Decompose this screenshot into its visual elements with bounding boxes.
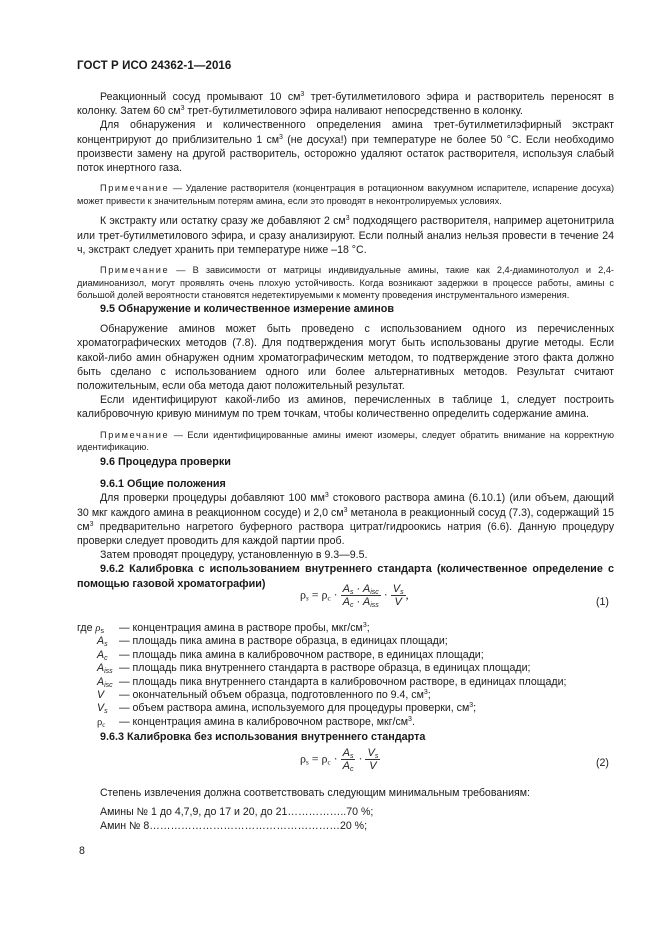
definition-row: $A_{iss}$ — площадь пика внутреннего стандарта в растворе образца, в единицах площади;: [97, 662, 531, 676]
paragraph-concentrate: Для обнаружения и количественного определения амина трет-бутилметилэфирный экстракт концентрируют до приблизительно 1 $см^3$ (не досуха!) при температуре не более 50 °С. Если необходимо произвести замену на другой растворитель, осторожно удаляют остаток растворителя, используя слабый поток инертного газа.: [77, 119, 615, 175]
paragraph-check-procedure: Для проверки процедуры добавляют 100 $мм^3$ стокового раствора амина (6.10.1) (или объем, дающий 30 мкг каждого амина в реакционном сосуде) и 2,0 $см^3$ метанола в реакционный сосуд (7.3), содержащий 15 $см^3$ предварительно нагретого буферного раствора цитрат/гидроокись натрия (6.6). Данную процедуру проверки следует проводить для каждой партии проб.: [77, 492, 614, 548]
definition-row: $A_{isc}$ — площадь пика внутреннего стандарта в калибровочном растворе, в единицах площади;: [97, 675, 567, 689]
intro-block: [77, 90, 614, 302]
formula-1: $\rho_s = \rho_c$ · $\frac{A_s \cdot A_{isc}}{A_c \cdot A_{iss}}$ · $\frac{V_s}{V}$ ,: [300, 583, 409, 609]
note-solvent-removal: Примечание — Удаление растворителя (концентрация в ротационном вакуумном испарителе, испарение досуха) может привести к значительным потерям амина, если это проводят в неконтролируемых условиях.: [77, 183, 614, 206]
variable-definitions: [77, 622, 614, 729]
definition-row: $V_s$ — объем раствора амина, используемого для процедуры проверки, $см^3$;: [97, 702, 477, 716]
standard-header: ГОСТ Р ИСО 24362-1—2016: [77, 60, 232, 72]
definition-row: V — окончательный объем образца, подготовленного по 9.4, $см^3$;: [97, 689, 431, 702]
fraction-areas: $\frac{A_s}{A_c}$: [342, 747, 354, 773]
paragraph-detection: Обнаружение аминов может быть проведено с использованием одного из перечисленных хроматографических методов (7.8). Для подтверждения могут быть использованы другие методы. Если какой-либо амин обнаружен одним хроматографическим методом, то подтверждение этого факта должно быть сделано с использованием одного или более альтернативных методов. Результат считают положительным, если оба метода дают положительный результат.: [77, 323, 614, 393]
recovery-list: [77, 806, 614, 833]
definition-row: где $\rho_s$ — концентрация амина в растворе пробы, мкг/$см^3$;: [77, 622, 370, 635]
paragraph-calibration-curve: Если идентифицируют какой-либо из аминов, перечисленных в таблице 1, следует построить калибровочную кривую минимум по трем точкам, чтобы количественно определить содержание амина.: [77, 394, 614, 421]
recovery-requirements: [77, 786, 614, 833]
section-9-6: [77, 455, 614, 591]
note-isomers: Примечание — Если идентифицированные амины имеют изомеры, следует обратить внимание на корректную идентификацию.: [77, 429, 614, 453]
recovery-intro: Степень извлечения должна соответствовать следующим минимальным требованиям:: [100, 787, 530, 799]
section-9-6-1-title: 9.6.1 Общие положения: [100, 478, 226, 491]
section-9-6-3-title: 9.6.3 Калибровка без использования внутреннего стандарта: [100, 731, 426, 743]
formula-2: $\rho_s = \rho_c$ · $\frac{A_s}{A_c}$ · $\frac{V_s}{V}$: [300, 747, 379, 773]
recovery-row: Амин № 8………………………………………………20 %;: [100, 819, 368, 832]
definition-row: $\rho_c$ — концентрация амина в калибровочном растворе, мкг/$см^3$.: [97, 715, 415, 729]
note-stability: Примечание — В зависимости от матрицы индивидуальные амины, такие как 2,4-диаминотолуол и 2,4-диаминоанизол, могут проявлять очень плохую устойчивость. Когда возникают задержки в процессе работы, амины с большой долей вероятности становятся недетектируемыми к моменту проведения инструментального измерения.: [77, 265, 614, 301]
section-9-6-2-title: 9.6.2 Калибровка с использованием внутреннего стандарта (количественное определение с помощью газовой хроматографии): [77, 563, 614, 590]
section-9-5-title: 9.5 Обнаружение и количественное измерение аминов: [100, 303, 395, 315]
paragraph-wash: Реакционный сосуд промывают 10 $см^3$ трет-бутилметилового эфира и растворитель переносят в колонку. Затем 60 $см^3$ трет-бутилметилового эфира наливают непосредственно в колонку.: [77, 91, 614, 118]
equation-number-1: (1): [596, 596, 609, 608]
section-9-6-title: 9.6 Процедура проверки: [100, 456, 231, 468]
fraction-areas: $\frac{A_s \cdot A_{isc}}{A_c \cdot A_{iss}}$: [342, 583, 379, 609]
section-9-6-3: [77, 730, 614, 744]
paragraph-then-procedure: Затем проводят процедуру, установленную в 9.3—9.5.: [100, 549, 368, 562]
page-number: 8: [79, 845, 85, 857]
paragraph-add-solvent: К экстракту или остатку сразу же добавляют 2 $см^3$ подходящего растворителя, например ацетонитрила или трет-бутилметилового эфира, и сразу анализируют. Если полный анализ нельзя провести в течение 24 ч, экстракт следует хранить при температуре ниже –18 °С.: [77, 215, 614, 256]
recovery-row: Амины № 1 до 4,7,9, до 17 и 20, до 21……………..70 %;: [100, 806, 374, 819]
equation-number-2: (2): [596, 757, 609, 769]
definition-row: $A_s$ — площадь пика амина в растворе образца, в единицах площади;: [97, 635, 448, 649]
definition-row: $A_c$ — площадь пика амина в калибровочном растворе, в единицах площади;: [97, 648, 484, 662]
fraction-volumes: $\frac{V_s}{V}$: [367, 747, 379, 772]
fraction-volumes: $\frac{V_s}{V}$: [392, 583, 404, 608]
section-9-5: [77, 302, 614, 454]
